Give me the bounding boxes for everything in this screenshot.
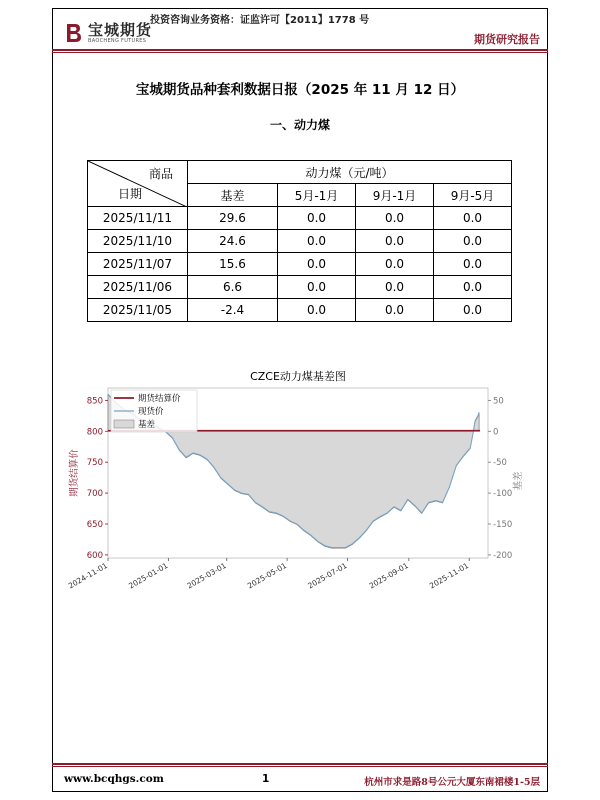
legend-label-basis: 基差	[138, 420, 156, 430]
date-cell: 2025/11/06	[88, 276, 188, 299]
right-axis-title: 基差	[513, 471, 524, 491]
date-cell: 2025/11/07	[88, 253, 188, 276]
company-address: 杭州市求是路8号公元大厦东南裙楼1-5层	[364, 777, 540, 788]
logo-name: 宝城期货	[88, 20, 153, 39]
left-axis-tick-label: 850	[86, 396, 103, 407]
value-cell: 0.0	[434, 207, 512, 230]
value-cell: 0.0	[356, 207, 434, 230]
table-row	[88, 253, 512, 276]
left-axis-tick-label: 750	[86, 458, 103, 469]
x-axis-tick-label: 2025-03-01	[185, 560, 228, 591]
x-axis-tick-label: 2024-11-01	[66, 560, 109, 591]
x-axis-tick-label: 2025-07-01	[306, 560, 349, 591]
page-number: 1	[262, 773, 270, 785]
logo-mark-icon	[64, 22, 84, 44]
value-cell: 0.0	[278, 207, 356, 230]
legend-label-futures: 期货结算价	[138, 394, 181, 404]
column-header: 9月-5月	[434, 184, 512, 207]
date-cell: 2025/11/11	[88, 207, 188, 230]
value-cell: 0.0	[356, 230, 434, 253]
right-axis-tick-label: -150	[493, 520, 513, 530]
header-divider	[52, 49, 548, 51]
date-cell: 2025/11/05	[88, 299, 188, 322]
qualification-text: 投资咨询业务资格：证监许可【2011】1778 号	[150, 15, 370, 26]
group-header: 动力煤（元/吨）	[188, 161, 512, 184]
value-cell: 0.0	[356, 253, 434, 276]
chart-title: CZCE动力煤基差图	[250, 370, 346, 383]
left-axis-tick-label: 650	[86, 520, 103, 530]
value-cell: 0.0	[278, 230, 356, 253]
left-axis-tick-label: 800	[86, 427, 103, 438]
website-link[interactable]: www.bcqhgs.com	[64, 773, 164, 785]
logo-subtitle: BAOCHENG FUTURES	[88, 37, 147, 44]
right-axis-tick-label: 0	[493, 427, 499, 438]
section-heading: 一、动力煤	[269, 118, 330, 132]
x-axis-tick-label: 2025-05-01	[245, 560, 289, 591]
footer-divider-thin	[52, 766, 548, 767]
basis-chart	[60, 362, 540, 622]
table-row	[88, 207, 512, 230]
corner-date-label: 日期	[118, 187, 143, 201]
right-axis-tick-label: 50	[493, 396, 504, 407]
report-title: 宝城期货品种套利数据日报（2025 年 11 月 12 日）	[135, 82, 465, 98]
value-cell: 0.0	[356, 299, 434, 322]
company-logo	[64, 21, 152, 45]
column-header: 9月-1月	[356, 184, 434, 207]
date-cell: 2025/11/10	[88, 230, 188, 253]
legend-swatch-basis	[114, 420, 134, 428]
table-corner-cell	[88, 161, 188, 207]
footer-divider	[52, 763, 548, 765]
left-axis-tick-label: 600	[86, 550, 103, 561]
x-axis-tick-label: 2025-11-01	[427, 560, 471, 591]
table-row	[88, 230, 512, 253]
corner-commodity-label: 商品	[148, 167, 173, 181]
arbitrage-table	[87, 160, 512, 322]
value-cell: 0.0	[278, 253, 356, 276]
value-cell: 0.0	[278, 276, 356, 299]
header-divider-thin	[52, 52, 548, 53]
table-row	[88, 299, 512, 322]
value-cell: -2.4	[188, 299, 278, 322]
left-axis-tick-label: 700	[86, 489, 103, 500]
table-row	[88, 276, 512, 299]
left-axis-title: 期货结算价	[69, 449, 80, 497]
value-cell: 29.6	[188, 207, 278, 230]
column-header: 5月-1月	[278, 184, 356, 207]
value-cell: 0.0	[434, 253, 512, 276]
x-axis-tick-label: 2025-09-01	[367, 560, 410, 591]
value-cell: 0.0	[356, 276, 434, 299]
report-type-label: 期货研究报告	[474, 33, 540, 46]
value-cell: 6.6	[188, 276, 278, 299]
value-cell: 24.6	[188, 230, 278, 253]
value-cell: 0.0	[434, 230, 512, 253]
value-cell: 15.6	[188, 253, 278, 276]
value-cell: 0.0	[278, 299, 356, 322]
value-cell: 0.0	[434, 299, 512, 322]
legend-label-spot: 现货价	[138, 407, 164, 417]
column-header: 基差	[188, 184, 278, 207]
right-axis-tick-label: -50	[493, 458, 507, 469]
right-axis-tick-label: -200	[493, 550, 513, 561]
x-axis-tick-label: 2025-01-01	[127, 560, 170, 591]
value-cell: 0.0	[434, 276, 512, 299]
right-axis-tick-label: -100	[493, 489, 513, 500]
